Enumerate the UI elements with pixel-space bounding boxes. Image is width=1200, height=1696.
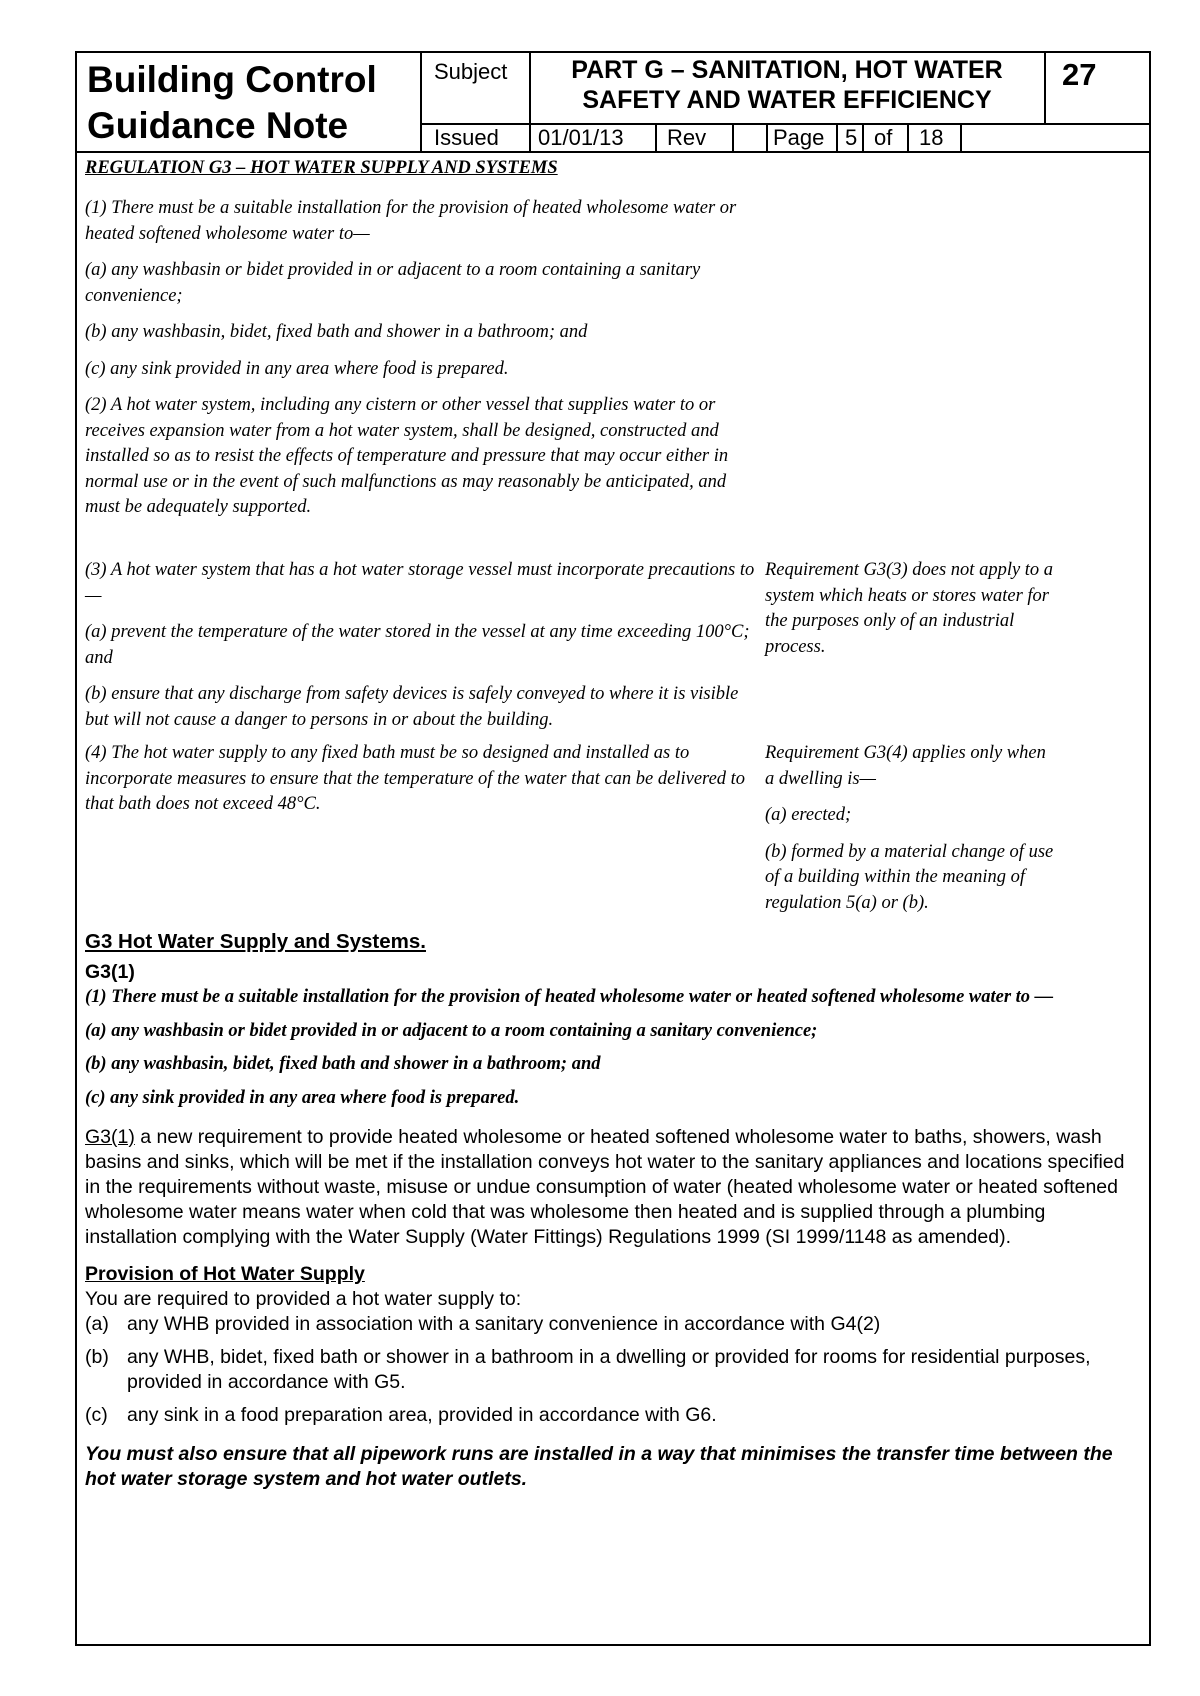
rev-label: Rev (667, 125, 707, 150)
provision-list (85, 1312, 1140, 1428)
title-line-1: Building Control (87, 59, 377, 100)
list-item-key: (a) (85, 1313, 109, 1335)
page-total: 18 (919, 125, 944, 150)
guidance-body (85, 1125, 1140, 1250)
regulation-g3-note4 (765, 741, 1055, 927)
guidance-body-text: a new requirement to provide heated wholesome or heated softened wholesome water to baths, showers, wash basins and sinks, which will be met if the installation conveys hot water to the sanitary appliances and locations specified in the requirements without waste, misuse or undue consumption of water (heated wholesome water or heated softened wholesome water means water when cold that was wholesome then heated and is supplied through a plumbing installation complying with the Water Supply (Water Fittings) Regulations 1999 (SI 1999/1148 as amended). (85, 1126, 1125, 1248)
reg-note-4a: (a) erected; (765, 805, 852, 825)
list-item-key: (c) (85, 1404, 108, 1426)
document-header (77, 53, 1149, 153)
regulation-g3-part1 (85, 196, 765, 532)
reg-para-2: (2) A hot water system, including any cistern or other vessel that supplies water to or receives expansion water from a hot water system, shall be designed, constructed and installed so as to resist the effects of temperature and pressure that may occur either in normal use or in the event of such malfunctions as may reasonably be anticipated, and must be adequately supported. (85, 395, 729, 517)
guidance-subheading: G3(1) (85, 961, 135, 983)
guidance-quote-1: (1) There must be a suitable installation for the provision of heated wholesome water or heated softened wholesome water to — (85, 987, 1054, 1007)
reg-para-3b: (b) ensure that any discharge from safety devices is safely conveyed to where it is visible but will not cause a danger to persons in or about the building. (85, 684, 739, 730)
guidance-note-page (75, 51, 1151, 1646)
reg-note-4: Requirement G3(4) applies only when a dwelling is— (765, 743, 1046, 789)
page-number: 5 (845, 125, 858, 150)
list-item (85, 1403, 1140, 1428)
regulation-g3-note3 (765, 558, 1055, 671)
reg-note-3: Requirement G3(3) does not apply to a system which heats or stores water for the purposes only of an industrial process. (765, 560, 1054, 657)
document-title (87, 57, 377, 149)
reg-para-1: (1) There must be a suitable installation for the provision of heated wholesome water or heated softened wholesome water to— (85, 198, 737, 244)
guidance-quote-a: (a) any washbasin or bidet provided in or adjacent to a room containing a sanitary convenience; (85, 1020, 818, 1041)
regulation-g3-part3 (85, 558, 765, 744)
reg-para-1b: (b) any washbasin, bidet, fixed bath and shower in a bathroom; and (85, 322, 588, 342)
page-label: Page (773, 125, 825, 150)
reg-para-4: (4) The hot water supply to any fixed bath must be so designed and installed as to incorporate measures to ensure that the temperature of the water that can be delivered to that bath does not exceed 48°C. (85, 743, 746, 814)
regulation-title: REGULATION G3 – HOT WATER SUPPLY AND SYSTEMS (85, 158, 558, 178)
subject-line-1: PART G – SANITATION, HOT WATER (571, 56, 1003, 84)
reg-para-3a: (a) prevent the temperature of the water stored in the vessel at any time exceeding 100°C; and (85, 622, 750, 668)
list-item-key: (b) (85, 1346, 109, 1368)
final-note: You must also ensure that all pipework runs are installed in a way that minimises the transfer time between the hot water storage system and hot water outlets. (85, 1443, 1113, 1490)
guidance-quote-c: (c) any sink provided in any area where food is prepared. (85, 1087, 520, 1108)
subject-value (531, 55, 1043, 115)
list-item-text: any sink in a food preparation area, provided in accordance with G6. (127, 1404, 717, 1426)
regulation-g3-part4 (85, 741, 765, 829)
list-item (85, 1312, 1140, 1337)
list-item (85, 1345, 1140, 1395)
guidance-body-ref: G3(1) (85, 1126, 135, 1148)
title-line-2: Guidance Note (87, 105, 349, 146)
subject-line-2: SAFETY AND WATER EFFICIENCY (582, 86, 992, 114)
reg-note-4b: (b) formed by a material change of use of a building within the meaning of regulation 5(a) or (b). (765, 841, 1054, 913)
issued-label: Issued (434, 125, 499, 150)
guidance-heading: G3 Hot Water Supply and Systems. (85, 930, 426, 953)
provision-heading: Provision of Hot Water Supply (85, 1263, 365, 1285)
list-item-text: any WHB, bidet, fixed bath or shower in a bathroom in a dwelling or provided for rooms for residential purposes, provided in accordance with G5. (127, 1346, 1091, 1393)
note-number: 27 (1062, 57, 1097, 92)
guidance-quote-b: (b) any washbasin, bidet, fixed bath and shower in a bathroom; and (85, 1054, 601, 1074)
list-item-text: any WHB provided in association with a sanitary convenience in accordance with G4(2) (127, 1313, 881, 1335)
guidance-section (85, 929, 1140, 1492)
guidance-quote (85, 985, 1140, 1111)
provision-intro: You are required to provided a hot water supply to: (85, 1288, 522, 1310)
of-label: of (874, 125, 893, 150)
subject-label: Subject (434, 59, 508, 84)
reg-para-1c: (c) any sink provided in any area where food is prepared. (85, 358, 509, 379)
reg-para-3: (3) A hot water system that has a hot water storage vessel must incorporate precautions to— (85, 560, 755, 606)
reg-para-1a: (a) any washbasin or bidet provided in or adjacent to a room containing a sanitary convenience; (85, 260, 701, 306)
issued-date: 01/01/13 (538, 125, 624, 150)
